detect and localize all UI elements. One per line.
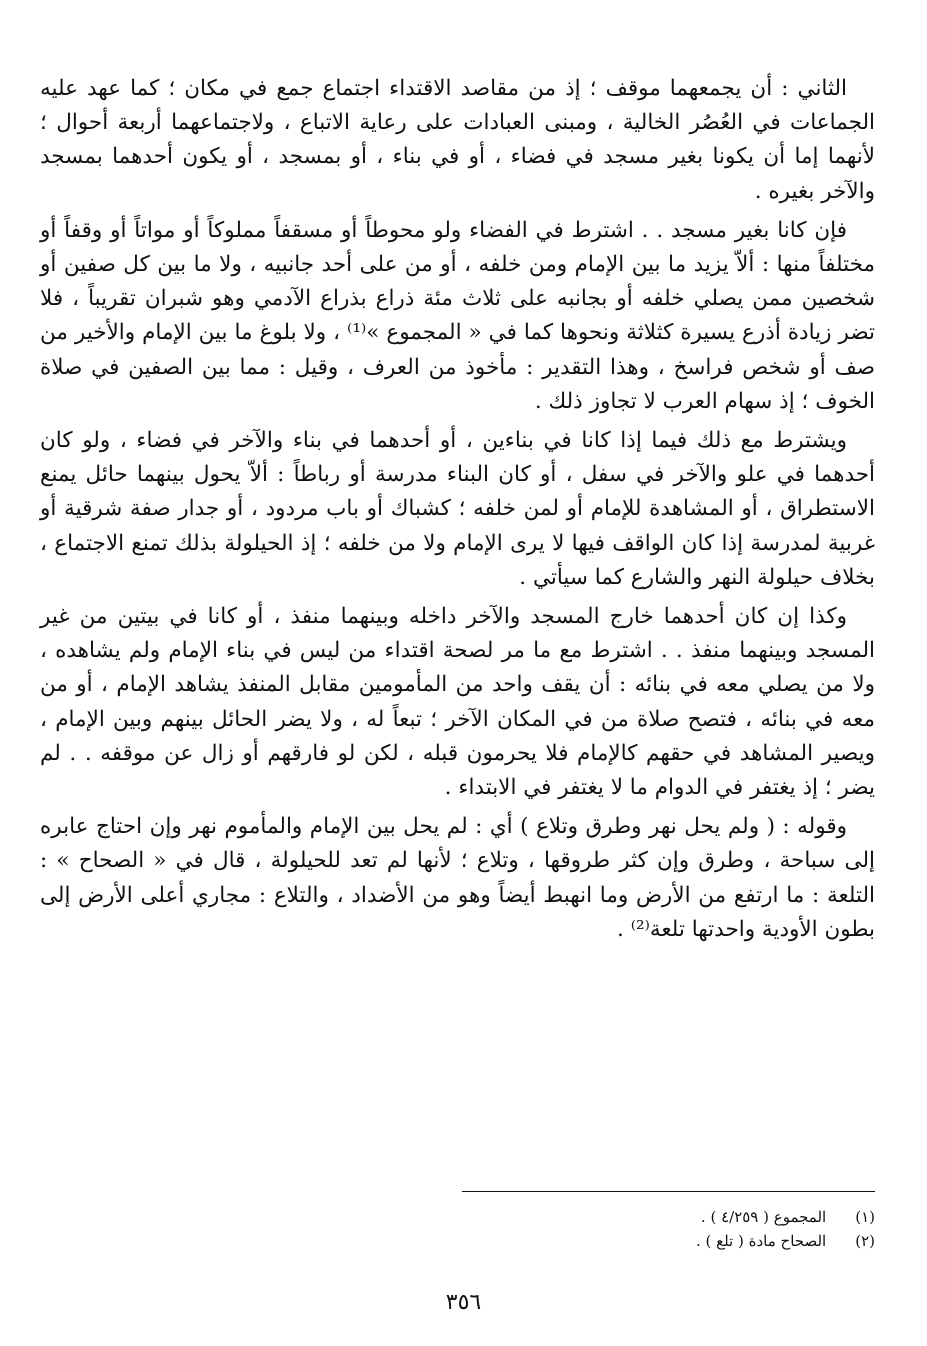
- main-text: [40, 72, 875, 952]
- footnote-2: [40, 1229, 875, 1253]
- footnote-text: الصحاح مادة ( تلع ) .: [695, 1232, 827, 1250]
- footnote-text: المجموع ( ٤/٢٥٩ ) .: [700, 1208, 827, 1226]
- page-number: ٣٥٦: [445, 1290, 482, 1315]
- footnote-1: [40, 1205, 875, 1229]
- paragraph-2: فإن كانا بغير مسجد . . اشترط في الفضاء ولو محوطاً أو مسقفاً مملوكاً أو مواتاً أو وقفاً أو مختلفاً منها : ألاّ يزيد ما بين الإمام ومن خلفه ، أو من على أحد جانبيه ، ولا ما بين كل صفين أو شخصين ممن يصلي خلفه أو بجانبه على ثلاث مئة ذراع بذراع الآدمي وهو شبران تقريباً ، فلا تضر زيادة أذرع يسيرة كثلاثة ونحوها كما في « المجموع »⁽¹⁾ ، ولا بلوغ ما بين الإمام والأخير من صف أو شخص فراسخ ، وهذا التقدير : مأخوذ من العرف ، وقيل : مما بين الصفين في صلاة الخوف ؛ إذ سهام العرب لا تجاوز ذلك .: [40, 217, 875, 414]
- paragraph-1: الثاني : أن يجمعهما موقف ؛ إذ من مقاصد الاقتداء اجتماع جمع في مكان ؛ كما عهد عليه الجماعات في العُصُر الخالية ، ومبنى العبادات على رعاية الاتباع ، ولاجتماعهما أربعة أحوال ؛ لأنهما إما أن يكونا بغير مسجد في فضاء ، أو في بناء ، أو بمسجد ، أو يكون أحدهما بمسجد والآخر بغيره .: [40, 76, 875, 204]
- footnote-divider: [462, 1191, 875, 1192]
- footnote-number: (١): [855, 1208, 875, 1226]
- paragraph-4: وكذا إن كان أحدهما خارج المسجد والآخر داخله وبينهما منفذ ، أو كانا في بيتين من غير المسجد وبينهما منفذ . . اشترط مع ما مر لصحة اقتداء من ليس في بناء الإمام ولم يشاهده ، ولا من يصلي معه في بنائه : أن يقف واحد من المأمومين مقابل المنفذ يشاهد الإمام ، أو من معه في بنائه ، فتصح صلاة من في المكان الآخر ؛ تبعاً له ، ولا يضر الحائل بينهم وبين الإمام ، ويصير المشاهد في حقهم كالإمام فلا يحرمون قبله ، لكن لو فارقهم أو زال عن موقفه . . لم يضر ؛ إذ يغتفر في الدوام ما لا يغتفر في الابتداء .: [40, 604, 875, 801]
- footnotes: [40, 1205, 875, 1253]
- paragraph-5: وقوله : ( ولم يحل نهر وطرق وتلاع ) أي : لم يحل بين الإمام والمأموم نهر وإن احتاج عابره إلى سباحة ، وطرق وإن كثر طروقها ، وتلاع ؛ لأنها لم تعد للحيلولة ، قال في « الصحاح » : التلعة : ما ارتفع من الأرض وما انهبط أيضاً وهو من الأضداد ، والتلاع : مجاري أعلى الأرض إلى بطون الأودية واحدتها تلعة⁽²⁾ .: [40, 814, 875, 942]
- paragraph-3: ويشترط مع ذلك فيما إذا كانا في بناءين ، أو أحدهما في بناء والآخر في فضاء ، ولو كان أحدهما في علو والآخر في سفل ، أو كان البناء مدرسة أو رباطاً : ألاّ يحول بينهما حائل يمنع الاستطراق ، أو المشاهدة للإمام أو لمن خلفه ؛ كشباك أو باب مردود ، أو جدار صفة شرقية أو غربية لمدرسة إذا كان الواقف فيها لا يرى الإمام ولا من خلفه ؛ إذ الحيلولة بذلك تمنع الاجتماع ، بخلاف حيلولة النهر والشارع كما سيأتي .: [40, 428, 875, 590]
- footnote-number: (٢): [855, 1232, 875, 1250]
